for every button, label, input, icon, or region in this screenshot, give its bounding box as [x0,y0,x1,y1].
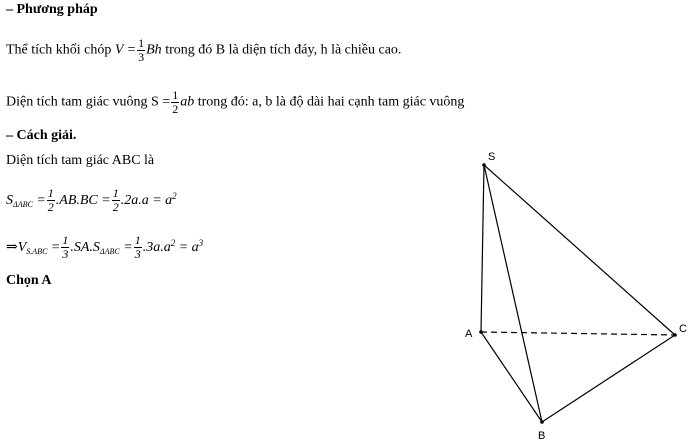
eq2-mid: .SA.S [70,240,100,255]
eq1-tail: .2a.a = a [120,193,173,208]
vertex-b [540,420,544,424]
edge-sc [484,165,675,335]
eq1-den1: 2 [47,200,54,215]
eq1-den2: 2 [112,200,119,215]
method-header: – Phương pháp [6,2,98,17]
edge-sb [484,165,542,422]
abc-area-line: Diện tích tam giác ABC là [6,153,155,168]
eq1-exp: 2 [172,191,177,201]
eq2-eq: = [50,240,61,255]
answer-line: Chọn A [6,273,52,288]
edge-ab [481,332,542,422]
edge-sa [481,165,484,332]
vertex-a [479,330,483,334]
eq2-eq2: = [123,240,133,255]
eq2-den2: 3 [134,247,141,262]
volume-den: 3 [138,50,145,64]
edge-bc [542,335,675,422]
edge-ac-hidden [481,332,675,335]
label-a: A [465,328,473,340]
eq2-tail: .3a.a [142,240,171,255]
solution-header: – Cách giải. [6,128,77,143]
label-b: B [538,430,546,442]
volume-post: trong đó B là diện tích đáy, h là chiều cao. [165,42,402,58]
eq2-v: V [17,240,27,255]
label-s: S [488,151,496,163]
area-num: 1 [172,88,179,102]
eq1-mid: .AB.BC = [55,193,111,208]
volume-pre: Thể tích khối chóp [6,42,112,58]
area-post: trong đó: a, b là độ dài hai cạnh tam giác vuông [197,94,465,110]
label-c: C [679,323,687,335]
eq1-sub: ΔABC [13,200,33,209]
eq1-eq: = [36,193,46,208]
eq2-num2: 1 [134,233,141,248]
eq2-den1: 3 [62,247,69,262]
volume-rhs: Bh [146,42,162,58]
area-den: 2 [172,102,179,116]
eq2-sub: S.ABC [26,247,48,256]
eq2-sub2: ΔABC [99,247,120,256]
eq1-num1: 1 [47,186,54,201]
eq1-num2: 1 [112,186,119,201]
eq2-tail2: = a [178,240,199,255]
area-pre: Diện tích tam giác vuông S = [6,94,171,110]
eq2-exp1: 2 [170,238,176,248]
eq2-arrow: ⇒ [6,240,18,255]
volume-num: 1 [138,36,145,50]
eq2-exp2: 3 [198,238,204,248]
vertex-s [482,163,486,167]
volume-lhs: V = [114,42,137,58]
eq1-s: S [6,193,13,208]
vertex-c [673,333,677,337]
eq2-num1: 1 [62,233,69,248]
area-rhs: ab [180,94,195,110]
